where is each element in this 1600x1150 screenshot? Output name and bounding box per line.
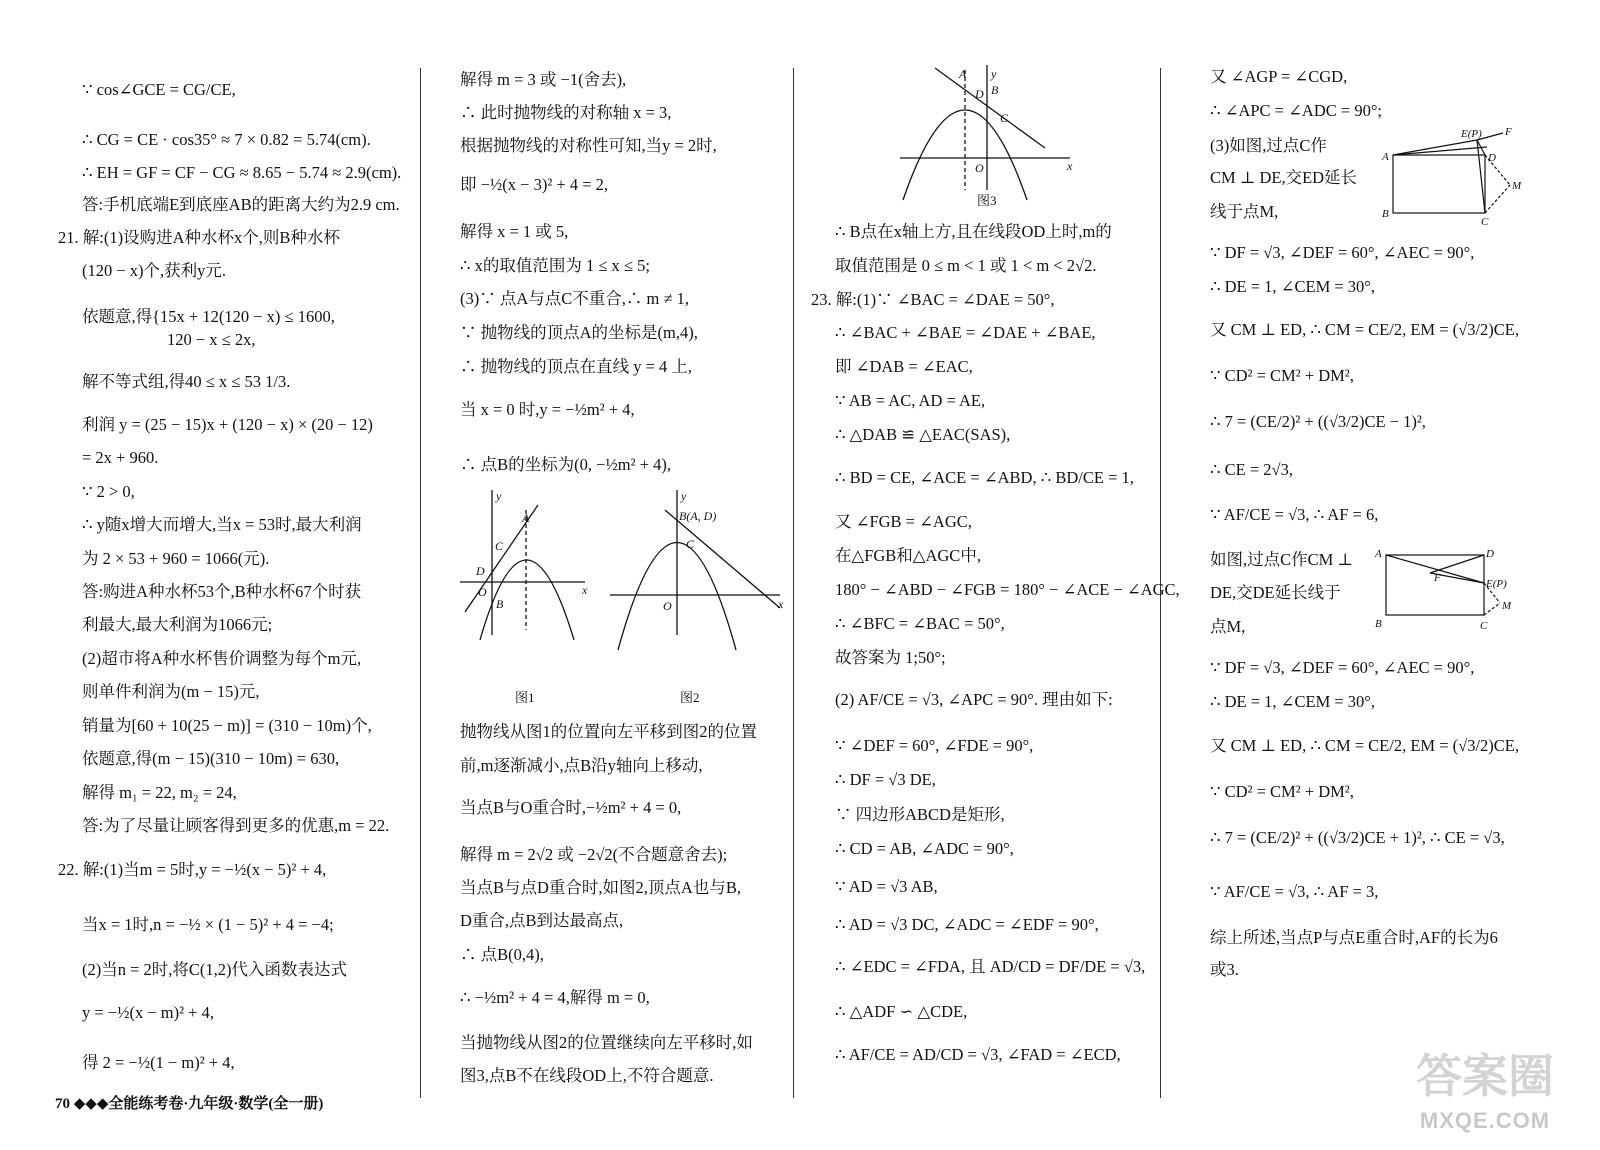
- watermark-logo: [1400, 1040, 1570, 1140]
- text-line: ∵ 2 > 0,: [82, 482, 135, 501]
- text-line: ∴ B点在x轴上方,且在线段OD上时,m的: [835, 222, 1112, 241]
- text-line: ∴ ∠EDC = ∠FDA, 且 AD/CD = DF/DE = √3,: [835, 957, 1146, 976]
- line-3: [935, 68, 1045, 148]
- text-line: 答:手机底端E到底座AB的距离大约为2.9 cm.: [82, 195, 400, 214]
- text-line: ∴ EH = GF = CF − CG ≈ 8.65 − 5.74 ≈ 2.9(cm).: [82, 163, 402, 182]
- text-line: 即 −½(x − 3)² + 4 = 2,: [460, 175, 609, 194]
- text-line: (3)∵ 点A与点C不重合,∴ m ≠ 1,: [460, 289, 690, 308]
- rectangle-abcd: [1393, 155, 1485, 213]
- label: x: [778, 597, 784, 611]
- text-line: 当抛物线从图2的位置继续向左平移时,如: [460, 1033, 753, 1052]
- figure-rectangle-2: [1370, 545, 1555, 635]
- text-line: 答:为了尽量让顾客得到更多的优惠,m = 22.: [82, 816, 390, 835]
- text-line: ∴ 此时抛物线的对称轴 x = 3,: [460, 103, 672, 122]
- figure-graph-3: [895, 60, 1085, 210]
- label: O: [478, 585, 487, 599]
- label: D: [975, 87, 984, 101]
- label: A: [522, 511, 530, 525]
- text-line: 综上所述,当点P与点E重合时,AF的长为6: [1210, 928, 1498, 947]
- label: C: [1000, 111, 1009, 125]
- text-line: ∵ AD = √3 AB,: [835, 877, 938, 896]
- label: D: [1488, 152, 1496, 164]
- label: x: [1067, 159, 1073, 173]
- text-line: 抛物线从图1的位置向左平移到图2的位置: [460, 722, 757, 741]
- text-line: 又 CM ⊥ ED, ∴ CM = CE/2, EM = (√3/2)CE,: [1210, 320, 1519, 339]
- text-line: 23. 解:(1)∵ ∠BAC = ∠DAE = 50°,: [811, 290, 1055, 309]
- text-line: 120 − x ≤ 2x,: [167, 330, 256, 349]
- text-line: ∵ cos∠GCE = CG/CE,: [82, 80, 236, 99]
- text-line: 又 CM ⊥ ED, ∴ CM = CE/2, EM = (√3/2)CE,: [1210, 736, 1519, 755]
- text-line: DE,交DE延长线于: [1210, 583, 1341, 602]
- label: y: [681, 490, 687, 503]
- line-2: [665, 510, 780, 608]
- text-line: ∴ 抛物线的顶点在直线 y = 4 上,: [460, 357, 693, 376]
- text-line: 或3.: [1210, 960, 1239, 979]
- text-line: ∴ CE = 2√3,: [1210, 460, 1293, 479]
- text-line: 答:购进A种水杯53个,B种水杯67个时获: [82, 582, 362, 601]
- text-line: ∴ 7 = (CE/2)² + ((√3/2)CE − 1)²,: [1210, 412, 1426, 431]
- label: B(A, D): [679, 509, 717, 523]
- label: E(P): [1461, 128, 1482, 140]
- rectangle-abcd: [1386, 555, 1484, 615]
- label: B: [991, 83, 999, 97]
- figure-caption: 图2: [680, 690, 700, 705]
- text-line: 22. 解:(1)当m = 5时,y = −½(x − 5)² + 4,: [58, 860, 327, 879]
- text-line: ∵ ∠DEF = 60°, ∠FDE = 90°,: [835, 736, 1034, 755]
- text-line: 解得 m₁ = 22, m₂ = 24,: [82, 783, 237, 802]
- text-line: = 2x + 960.: [82, 448, 159, 467]
- text-line: (3)如图,过点C作: [1210, 136, 1327, 155]
- text-line: ∴ ∠BFC = ∠BAC = 50°,: [835, 614, 1005, 633]
- text-line: ∴ BD = CE, ∠ACE = ∠ABD, ∴ BD/CE = 1,: [835, 468, 1134, 487]
- label: D: [476, 564, 485, 578]
- text-line: 解得 x = 1 或 5,: [460, 222, 569, 241]
- label: F: [1505, 126, 1512, 138]
- label: y: [991, 67, 997, 81]
- label: C: [686, 537, 695, 551]
- text-line: ∴ DE = 1, ∠CEM = 30°,: [1210, 692, 1376, 711]
- label: x: [582, 583, 588, 597]
- text-line: ∵ 四边形ABCD是矩形,: [835, 805, 1005, 824]
- label: C: [1480, 620, 1488, 632]
- label: C: [1481, 216, 1489, 225]
- label: C: [495, 539, 504, 553]
- text-line: D重合,点B到达最高点,: [460, 911, 624, 930]
- text-line: 如图,过点C作CM ⊥: [1210, 550, 1353, 569]
- text-line: 当x = 1时,n = −½ × (1 − 5)² + 4 = −4;: [82, 915, 334, 934]
- text-line: ∴ ∠BAC + ∠BAE = ∠DAE + ∠BAE,: [835, 323, 1096, 342]
- text-line: ∴ ∠APC = ∠ADC = 90°;: [1210, 101, 1383, 120]
- text-line: 销量为[60 + 10(25 − m)] = (310 − 10m)个,: [82, 716, 372, 735]
- text-line: 为 2 × 53 + 960 = 1066(元).: [82, 549, 270, 568]
- text-line: ∴ △DAB ≌ △EAC(SAS),: [835, 425, 1011, 444]
- figure-caption: 图1: [515, 690, 535, 705]
- label: A: [1375, 548, 1382, 560]
- text-line: 根据抛物线的对称性可知,当y = 2时,: [460, 136, 717, 155]
- text-line: ∵ CD² = CM² + DM²,: [1210, 366, 1354, 385]
- figure-rectangle-1: [1375, 125, 1555, 225]
- text-line: ∵ CD² = CM² + DM²,: [1210, 782, 1354, 801]
- figure-graph-1-2: [460, 490, 800, 710]
- text-line: ∵ DF = √3, ∠DEF = 60°, ∠AEC = 90°,: [1210, 658, 1475, 677]
- text-line: 依题意,得(m − 15)(310 − 10m) = 630,: [82, 749, 340, 768]
- text-line: ∵ 抛物线的顶点A的坐标是(m,4),: [460, 323, 698, 342]
- text-line: ∴ DF = √3 DE,: [835, 770, 936, 789]
- text-line: 解得 m = 3 或 −1(舍去),: [460, 70, 627, 89]
- label: y: [496, 490, 502, 503]
- text-line: (2)当n = 2时,将C(1,2)代入函数表达式: [82, 960, 348, 979]
- figure-caption: 图3: [977, 193, 997, 208]
- label: E(P): [1486, 578, 1507, 590]
- text-line: 则单件利润为(m − 15)元,: [82, 682, 260, 701]
- label: B: [1375, 618, 1382, 630]
- text-line: 180° − ∠ABD − ∠FGB = 180° − ∠ACE − ∠AGC,: [835, 580, 1180, 599]
- text-line: 利最大,最大利润为1066元;: [82, 615, 273, 634]
- text-line: 当点B与O重合时,−½m² + 4 = 0,: [460, 798, 682, 817]
- text-line: 点M,: [1210, 617, 1246, 636]
- text-line: CM ⊥ DE,交ED延长: [1210, 168, 1358, 187]
- text-line: ∵ AF/CE = √3, ∴ AF = 3,: [1210, 882, 1379, 901]
- label: B: [1382, 208, 1389, 220]
- label: M: [1502, 600, 1512, 612]
- column-divider: [420, 68, 421, 1098]
- label: B: [496, 597, 504, 611]
- text-line: 取值范围是 0 ≤ m < 1 或 1 < m < 2√2.: [835, 256, 1097, 275]
- text-line: 图3,点B不在线段OD上,不符合题意.: [460, 1066, 714, 1085]
- text-line: (120 − x)个,获利y元.: [82, 261, 227, 280]
- label: A: [1382, 151, 1389, 163]
- label: M: [1512, 180, 1522, 192]
- text-line: 即 ∠DAB = ∠EAC,: [835, 357, 973, 376]
- label: F: [1434, 572, 1441, 584]
- text-line: 解不等式组,得40 ≤ x ≤ 53 1/3.: [82, 372, 291, 391]
- text-line: ∴ CD = AB, ∠ADC = 90°,: [835, 839, 1014, 858]
- text-line: y = −½(x − m)² + 4,: [82, 1003, 214, 1022]
- text-line: ∴ −½m² + 4 = 4,解得 m = 0,: [460, 988, 650, 1007]
- text-line: 当点B与点D重合时,如图2,顶点A也与B,: [460, 878, 741, 897]
- text-line: ∵ AB = AC, AD = AE,: [835, 391, 986, 410]
- label: A: [959, 67, 967, 81]
- page-footer: 70 ◆◆◆全能练考卷·九年级·数学(全一册): [55, 1096, 324, 1112]
- text-line: 利润 y = (25 − 15)x + (120 − x) × (20 − 12): [82, 415, 373, 434]
- text-line: 又 ∠FGB = ∠AGC,: [835, 512, 972, 531]
- text-line: ∴ △ADF ∽ △CDE,: [835, 1002, 968, 1021]
- text-line: 线于点M,: [1210, 202, 1279, 221]
- text-line: 解得 m = 2√2 或 −2√2(不合题意舍去);: [460, 845, 728, 864]
- text-line: ∵ AF/CE = √3, ∴ AF = 6,: [1210, 505, 1379, 524]
- text-line: 又 ∠AGP = ∠CGD,: [1210, 67, 1348, 86]
- watermark-url: MXQE.COM: [1419, 1108, 1551, 1133]
- text-line: ∴ 点B(0,4),: [460, 945, 544, 964]
- text-line: ∴ 点B的坐标为(0, −½m² + 4),: [460, 455, 672, 474]
- text-line: ∴ CG = CE · cos35° ≈ 7 × 0.82 = 5.74(cm).: [82, 130, 371, 149]
- text-line: 前,m逐渐减小,点B沿y轴向上移动,: [460, 756, 703, 775]
- text-line: 故答案为 1;50°;: [835, 648, 946, 667]
- text-line: ∴ 7 = (CE/2)² + ((√3/2)CE + 1)², ∴ CE = √3,: [1210, 828, 1505, 847]
- text-line: ∴ AF/CE = AD/CD = √3, ∠FAD = ∠ECD,: [835, 1045, 1121, 1064]
- text-line: 21. 解:(1)设购进A种水杯x个,则B种水杯: [58, 228, 340, 247]
- text-line: ∵ DF = √3, ∠DEF = 60°, ∠AEC = 90°,: [1210, 243, 1475, 262]
- label: D: [1486, 548, 1494, 560]
- label: O: [975, 161, 984, 175]
- text-line: (2)超市将A种水杯售价调整为每个m元,: [82, 649, 362, 668]
- text-line: ∴ DE = 1, ∠CEM = 30°,: [1210, 277, 1376, 296]
- text-line: (2) AF/CE = √3, ∠APC = 90°. 理由如下:: [835, 690, 1113, 709]
- watermark-text: 答案圈: [1416, 1050, 1554, 1102]
- text-line: ∴ AD = √3 DC, ∠ADC = ∠EDF = 90°,: [835, 915, 1099, 934]
- text-line: ∴ x的取值范围为 1 ≤ x ≤ 5;: [460, 256, 650, 275]
- text-line: ∴ y随x增大而增大,当x = 53时,最大利润: [82, 515, 362, 534]
- parabola-1: [480, 560, 574, 640]
- label: O: [663, 599, 672, 613]
- text-line: 依题意,得{15x + 12(120 − x) ≤ 1600,: [82, 307, 335, 326]
- text-line: 在△FGB和△AGC中,: [835, 546, 981, 565]
- text-line: 当 x = 0 时,y = −½m² + 4,: [460, 400, 635, 419]
- text-line: 得 2 = −½(1 − m)² + 4,: [82, 1053, 235, 1072]
